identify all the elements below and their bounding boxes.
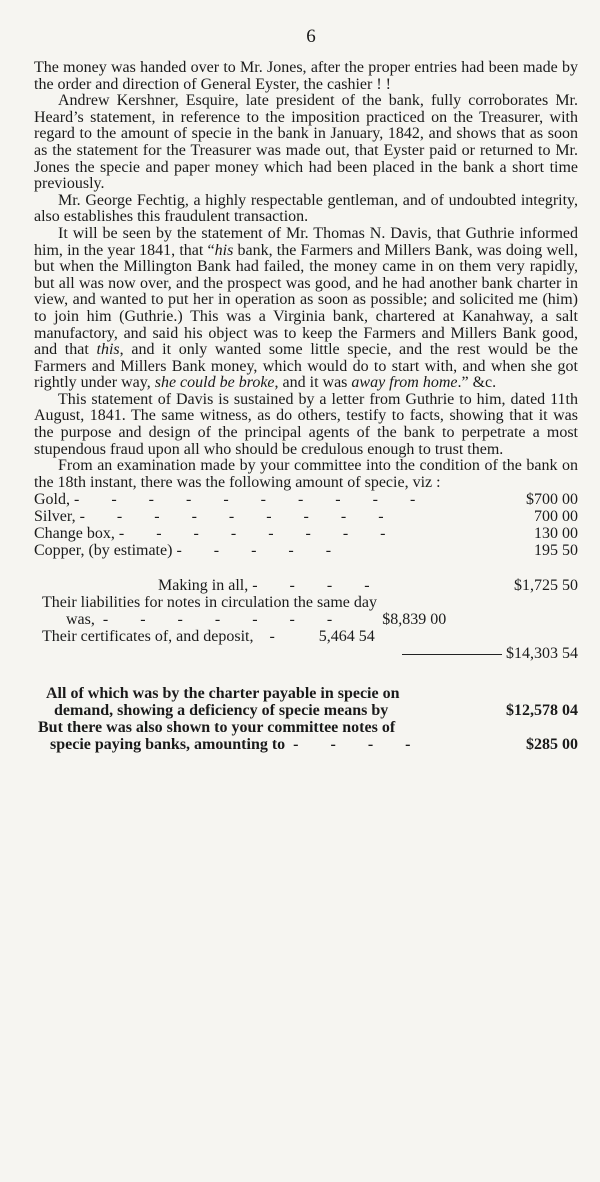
paragraph-4: It will be seen by the statement of Mr. Thomas N. Davis, that Guthrie informed him, in the year 1841, that “his bank, the Farmers and Millers Bank, was doing well, but when the Millington Bank had failed, the money came in on them very rapidly, but all was now over, and the prospect was good, and he had another bank charter in view, and wanted to put her in operation as soon as possible; and solicited me (him) to join him (Guthrie.) This was a Virginia bank, chartered at Kanahway, a salt manufactory, and said his object was to keep the Farmers and Millers Bank good, and that this, and it only wanted some little specie, and the rest would be the Farmers and Millers Bank money, which would do to start with, and when she got rightly under way, she could be broke, and it was away from home.” &c. xyxy=(34,224,579,392)
liabilities-sum: $14,303 54 xyxy=(506,645,578,663)
specie-row-change-box xyxy=(34,525,578,542)
specie-row-silver xyxy=(34,508,578,525)
liabilities-was-amount: $8,839 00 xyxy=(382,611,447,629)
deficiency-block xyxy=(34,685,578,753)
total-amount: $1,725 50 xyxy=(514,577,578,595)
specie-label: Change box, xyxy=(34,525,115,543)
liabilities-sum-row xyxy=(42,645,578,663)
deficiency-line-2 xyxy=(34,702,578,719)
paragraph-2: Andrew Kershner, Esquire, late president of the bank, fully corroborates Mr. Heard’s statement, in reference to the imposition practiced on the Treasurer, with regard to the amount of specie in the bank in January, 1842, and shows that as soon as the statement for the Treasurer was made out, that Eyster paid or returned to Mr. Jones the specie and paper money which had been placed in the bank a short time previously. xyxy=(34,92,578,193)
specie-row-copper xyxy=(34,542,578,559)
leader-dashes: - - - - - - - xyxy=(102,611,347,629)
liabilities-line: Their liabilities for notes in circulation the same day xyxy=(42,594,378,612)
deficiency-line-3: But there was also shown to your committee notes of xyxy=(38,719,396,737)
body-text xyxy=(34,60,578,491)
paragraph-5: This statement of Davis is sustained by a letter from Guthrie to him, dated 11th August, 1841. The same witness, as do others, testify to facts, showing that it was the purpose and design of the principal agents of the bank to perpetrate a most stupendous fraud upon all who should be credulous enough to trust them. xyxy=(34,390,578,458)
specie-amount: 130 00 xyxy=(534,525,578,543)
specie-amount: 700 00 xyxy=(534,508,578,526)
specie-table xyxy=(34,491,578,594)
sum-rule xyxy=(402,654,502,655)
leader-dashes: - - - - - xyxy=(176,542,346,560)
specie-label: Gold, xyxy=(34,491,70,509)
notes-text: specie paying banks, amounting to xyxy=(50,736,286,754)
paragraph-3: Mr. George Fechtig, a highly respectable gentleman, and of undoubted integrity, also establishes this fraudulent transaction. xyxy=(34,191,578,226)
deficiency-amount: $12,578 04 xyxy=(506,702,578,720)
paragraph-6: From an examination made by your committee into the condition of the bank on the 18th instant, there was the following amount of specie, viz : xyxy=(34,457,578,491)
leader-dashes: - - - - xyxy=(293,736,425,754)
specie-amount: $700 00 xyxy=(526,491,578,509)
liabilities-was-row xyxy=(42,611,578,628)
deficiency-line-1: All of which was by the charter payable in specie on xyxy=(46,685,400,703)
liabilities-block xyxy=(34,594,578,663)
page-number: 6 xyxy=(306,26,316,47)
leader-dashes: - - - - - - - - - xyxy=(79,508,398,526)
leader-dashes: - - - - - - - - xyxy=(118,525,400,543)
specie-label: Copper, (by estimate) xyxy=(34,542,173,560)
certificates-label: Their certificates of, and deposit, xyxy=(42,628,254,646)
certificates-row xyxy=(42,628,578,645)
notes-amount: $285 00 xyxy=(526,736,578,754)
paragraph-1: The money was handed over to Mr. Jones, after the proper entries had been made by the order and direction of General Eyster, the cashier ! ! xyxy=(34,59,578,93)
leader-dashes: - - - - xyxy=(252,577,384,595)
specie-total-row xyxy=(34,577,578,594)
leader-dashes: - - - - - - - - - - xyxy=(74,491,430,509)
specie-row-gold xyxy=(34,491,578,508)
deficiency-line-4 xyxy=(34,736,578,753)
certificates-amount: 5,464 54 xyxy=(318,628,375,646)
specie-amount: 195 50 xyxy=(534,542,578,560)
leader-dashes: - xyxy=(269,628,275,646)
specie-label: Silver, xyxy=(34,508,76,526)
total-label: Making in all, xyxy=(158,577,249,595)
liabilities-was-label: was, xyxy=(66,611,95,629)
deficiency-text: demand, showing a deficiency of specie means by xyxy=(54,702,389,720)
